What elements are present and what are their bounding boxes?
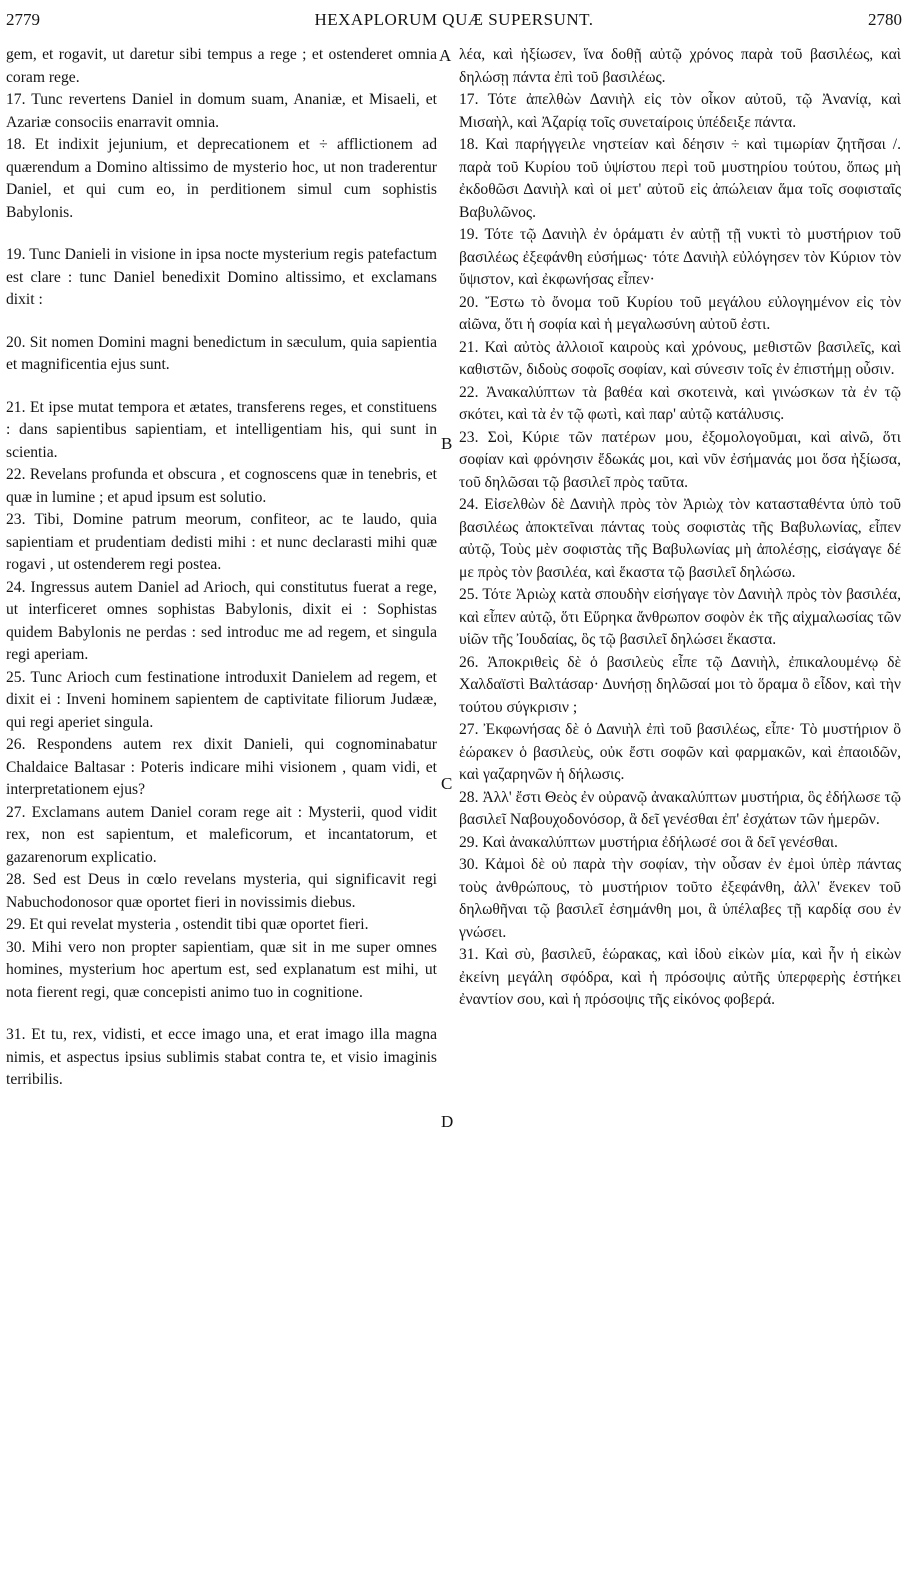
- margin-letter-d: D: [441, 1112, 454, 1131]
- latin-verse: 29. Et qui revelat mysteria , ostendit tibi quæ oportet fieri.: [6, 916, 369, 933]
- greek-verse: 19. Τότε τῷ Δανιὴλ ἐν ὁράματι ἐν αὐτῇ τῇ νυκτὶ τὸ μυστήριον τοῦ βασιλέως ἐξεφάνθη εὐσήμως· τότε Δανιὴλ εὐλόγησεν τὸν Κύριον τὸν ὕψιστον, καὶ ἐκφωνήσας εἶπεν·: [459, 226, 901, 288]
- greek-verse: 28. Ἀλλ' ἔστι Θεὸς ἐν οὐρανῷ ἀνακαλύπτων μυστήρια, ὃς ἐδήλωσε τῷ βασιλεῖ Ναβουχοδονόσορ, ἃ δεῖ γενέσθαι ἐπ' ἐσχάτων τῶν ἡμερῶν.: [459, 788, 901, 828]
- greek-verse: λέα, καὶ ἠξίωσεν, ἵνα δοθῇ αὐτῷ χρόνος παρὰ τοῦ βασιλέως, καὶ δηλώσῃ πάντα ἐπὶ τοῦ βασιλέως.: [459, 46, 901, 86]
- greek-verse: 22. Ἀνακαλύπτων τὰ βαθέα καὶ σκοτεινὰ, καὶ γινώσκων τὰ ἐν τῷ σκότει, καὶ τὰ ἐν τῷ φωτὶ, καὶ παρ' αὐτῷ κατάλυσις.: [459, 383, 901, 423]
- latin-verse: 21. Et ipse mutat tempora et ætates, transferens reges, et constituens : dans sapientibus sapientiam, et intelligentiam his, qui sunt in scientia.: [6, 398, 437, 461]
- latin-verse: 17. Tunc revertens Daniel in domum suam, Ananiæ, et Misaeli, et Azariæ consociis enarravit omnia.: [6, 91, 437, 131]
- latin-verse: 30. Mihi vero non propter sapientiam, quæ sit in me super omnes homines, mysterium hoc apertum est, sed explanatum est mihi, ut nota fierent regi, quæ concepisti animo tuo in cognitione.: [6, 938, 437, 1001]
- latin-verse: 18. Et indixit jejunium, et deprecationem et ÷ afflictionem ad quærendum a Domino altissimo de mysterio hoc, ut non traderentur Daniel, et qui cum eo, in perditionem simul cum sophistis Babylonis.: [6, 136, 437, 221]
- margin-letter-c: C: [441, 774, 453, 793]
- greek-verse: 24. Εἰσελθὼν δὲ Δανιὴλ πρὸς τὸν Ἀριὼχ τὸν κατασταθέντα ὑπὸ τοῦ βασιλέως ἀποκτεῖναι πάντας τοὺς σοφιστὰς τῆς Βαβυλωνίας, εἶπεν αὐτῷ, Τοὺς μὲν σοφιστὰς τῆς Βαβυλωνίας μὴ ἀπολέσῃς, εἰσάγαγε δέ με πρὸς τὸν βασιλέα, καὶ ἕκαστα τῷ βασιλεῖ δηλώσω.: [459, 496, 901, 581]
- latin-verse: 25. Tunc Arioch cum festinatione introduxit Danielem ad regem, et dixit ei : Inveni hominem sapientem de captivitate filiorum Judææ, qui regi aperiet singula.: [6, 668, 437, 731]
- latin-verse: 23. Tibi, Domine patrum meorum, confiteor, ac te laudo, quia sapientiam et prudentiam dedisti mihi : et nunc declarasti mihi quæ rogavi , ut ostenderem regi postea.: [6, 511, 437, 573]
- greek-verse: 26. Ἀποκριθεὶς δὲ ὁ βασιλεὺς εἶπε τῷ Δανιὴλ, ἐπικαλουμένῳ δὲ Χαλδαϊστὶ Βαλτάσαρ· Δυνήσῃ δηλῶσαί μοι τὸ ὅραμα ὃ εἶδον, καὶ τὴν τούτου σύγκρισιν ;: [459, 653, 901, 716]
- page-number-left: 2779: [6, 10, 40, 29]
- greek-verse: 17. Τότε ἀπελθὼν Δανιὴλ εἰς τὸν οἶκον αὐτοῦ, τῷ Ἀνανίᾳ, καὶ Μισαὴλ, καὶ Ἀζαρίᾳ τοῖς συνεταίροις ὑπέδειξε πάντα.: [459, 91, 901, 131]
- greek-verse: 18. Καὶ παρήγγειλε νηστείαν καὶ δέησιν ÷ καὶ τιμωρίαν ζητῆσαι /. παρὰ τοῦ Κυρίου τοῦ ὑψίστου περὶ τοῦ μυστηρίου τούτου, ὅπως μὴ ἐκδοθῶσι Δανιὴλ καὶ οἱ μετ' αὐτοῦ εἰς ἀπώλειαν ἅμα τοῖς σοφισταῖς Βαβυλῶνος.: [459, 136, 901, 221]
- page-header: [6, 8, 902, 38]
- latin-verse: 20. Sit nomen Domini magni benedictum in sæculum, quia sapientia et magnificentia ejus sunt.: [6, 333, 437, 373]
- latin-verse: 24. Ingressus autem Daniel ad Arioch, qui constitutus fuerat a rege, ut interficeret omnes sophistas Babylonis, dixit ei : Sophistas quidem Babylonis ne perdas : sed introduc me ad regem, et singula regi aperiam.: [6, 578, 437, 663]
- greek-verse: 25. Τότε Ἀριὼχ κατὰ σπουδὴν εἰσήγαγε τὸν Δανιὴλ πρὸς τὸν βασιλέα, καὶ εἶπεν αὐτῷ, ὅτι Εὕρηκα ἄνθρωπον σοφὸν ἐκ τῆς αἰχμαλωσίας τῶν υἱῶν τῆς Ἰουδαίας, ὃς τῷ βασιλεῖ δηλώσει ἕκαστα.: [459, 586, 901, 648]
- latin-verse: 22. Revelans profunda et obscura , et cognoscens quæ in tenebris, et quæ in lumine ; et apud ipsum est solutio.: [6, 466, 437, 506]
- latin-column: [6, 44, 437, 1092]
- page-number-right: 2780: [868, 10, 902, 29]
- latin-verse: 28. Sed est Deus in cœlo revelans mysteria, qui significavit regi Nabuchodonosor quæ oportet fieri in novissimis diebus.: [6, 871, 437, 911]
- greek-verse: 20. Ἔστω τὸ ὄνομα τοῦ Κυρίου τοῦ μεγάλου εὐλογημένον εἰς τὸν αἰῶνα, ὅτι ἡ σοφία καὶ ἡ μεγαλωσύνη αὐτοῦ ἐστι.: [459, 293, 901, 333]
- greek-verse: 30. Κἀμοὶ δὲ οὐ παρὰ τὴν σοφίαν, τὴν οὖσαν ἐν ἐμοὶ ὑπὲρ πάντας τοὺς ἀνθρώπους, τὸ μυστήριον τοῦτο ἐξεφάνθη, ἀλλ' ἕνεκεν τοῦ δηλωθῆναι τῷ βασιλεῖ ἐσημάνθη μοι, ἃ ὑπέλαβες τῇ καρδίᾳ σου ἐν γνώσει.: [459, 856, 901, 941]
- latin-verse: 31. Et tu, rex, vidisti, et ecce imago una, et erat imago illa magna nimis, et aspectus ipsius sublimis stabat contra te, et visio imaginis terribilis.: [6, 1026, 437, 1088]
- greek-verse: 21. Καὶ αὐτὸς ἀλλοιοῖ καιροὺς καὶ χρόνους, μεθιστῶν βασιλεῖς, καὶ καθιστῶν, διδοὺς σοφοῖς σοφίαν, καὶ σύνεσιν τοῖς ἐν ἐπιστήμῃ οὖσιν.: [459, 338, 901, 378]
- latin-verse: 26. Respondens autem rex dixit Danieli, qui cognominabatur Chaldaice Baltasar : Poteris indicare mihi visionem , quam vidi, et interpretationem ejus?: [6, 736, 437, 798]
- running-head: HEXAPLORUM QUÆ SUPERSUNT.: [314, 10, 594, 29]
- greek-verse: 31. Καὶ σὺ, βασιλεῦ, ἑώρακας, καὶ ἰδοὺ εἰκὼν μία, καὶ ἦν ἡ εἰκὼν ἐκείνη μεγάλη σφόδρα, καὶ ἡ πρόσοψις αὐτῆς ὑπερφερὴς ἑστήκει ἐναντίον σου, καὶ ἡ πρόσοψις τῆς εἰκόνος φοβερά.: [459, 946, 901, 1008]
- margin-letter-b: B: [441, 434, 453, 453]
- greek-verse: 23. Σοὶ, Κύριε τῶν πατέρων μου, ἐξομολογοῦμαι, καὶ αἰνῶ, ὅτι σοφίαν καὶ φρόνησιν ἔδωκάς μοι, καὶ νῦν ἐσήμανάς μοι ὅσα ἠξίωσα, τοῦ δηλῶσαι τῷ βασιλεῖ πρὸς ταῦτα.: [459, 428, 901, 491]
- latin-verse: 19. Tunc Danieli in visione in ipsa nocte mysterium regis patefactum est clare : tunc Daniel benedixit Domino altissimo, et exclamans dixit :: [6, 246, 437, 308]
- latin-verse: 27. Exclamans autem Daniel coram rege ait : Mysterii, quod vidit rex, non est sapientum, et maleficorum, et incantatorum, et gazarenorum explicatio.: [6, 803, 437, 866]
- greek-verse: 27. Ἐκφωνήσας δὲ ὁ Δανιὴλ ἐπὶ τοῦ βασιλέως, εἶπε· Τὸ μυστήριον ὃ ἑώρακεν ὁ βασιλεὺς, οὐκ ἔστι σοφῶν καὶ φαρμακῶν, καὶ ἐπαοιδῶν, καὶ γαζαρηνῶν ἡ δήλωσις.: [459, 721, 901, 783]
- greek-column: [459, 44, 901, 1012]
- greek-verse: 29. Καὶ ἀνακαλύπτων μυστήρια ἐδήλωσέ σοι ἃ δεῖ γενέσθαι.: [459, 833, 838, 851]
- latin-verse: gem, et rogavit, ut daretur sibi tempus a rege ; et ostenderet omnia coram rege.: [6, 46, 437, 86]
- margin-letter-a: A: [439, 46, 452, 65]
